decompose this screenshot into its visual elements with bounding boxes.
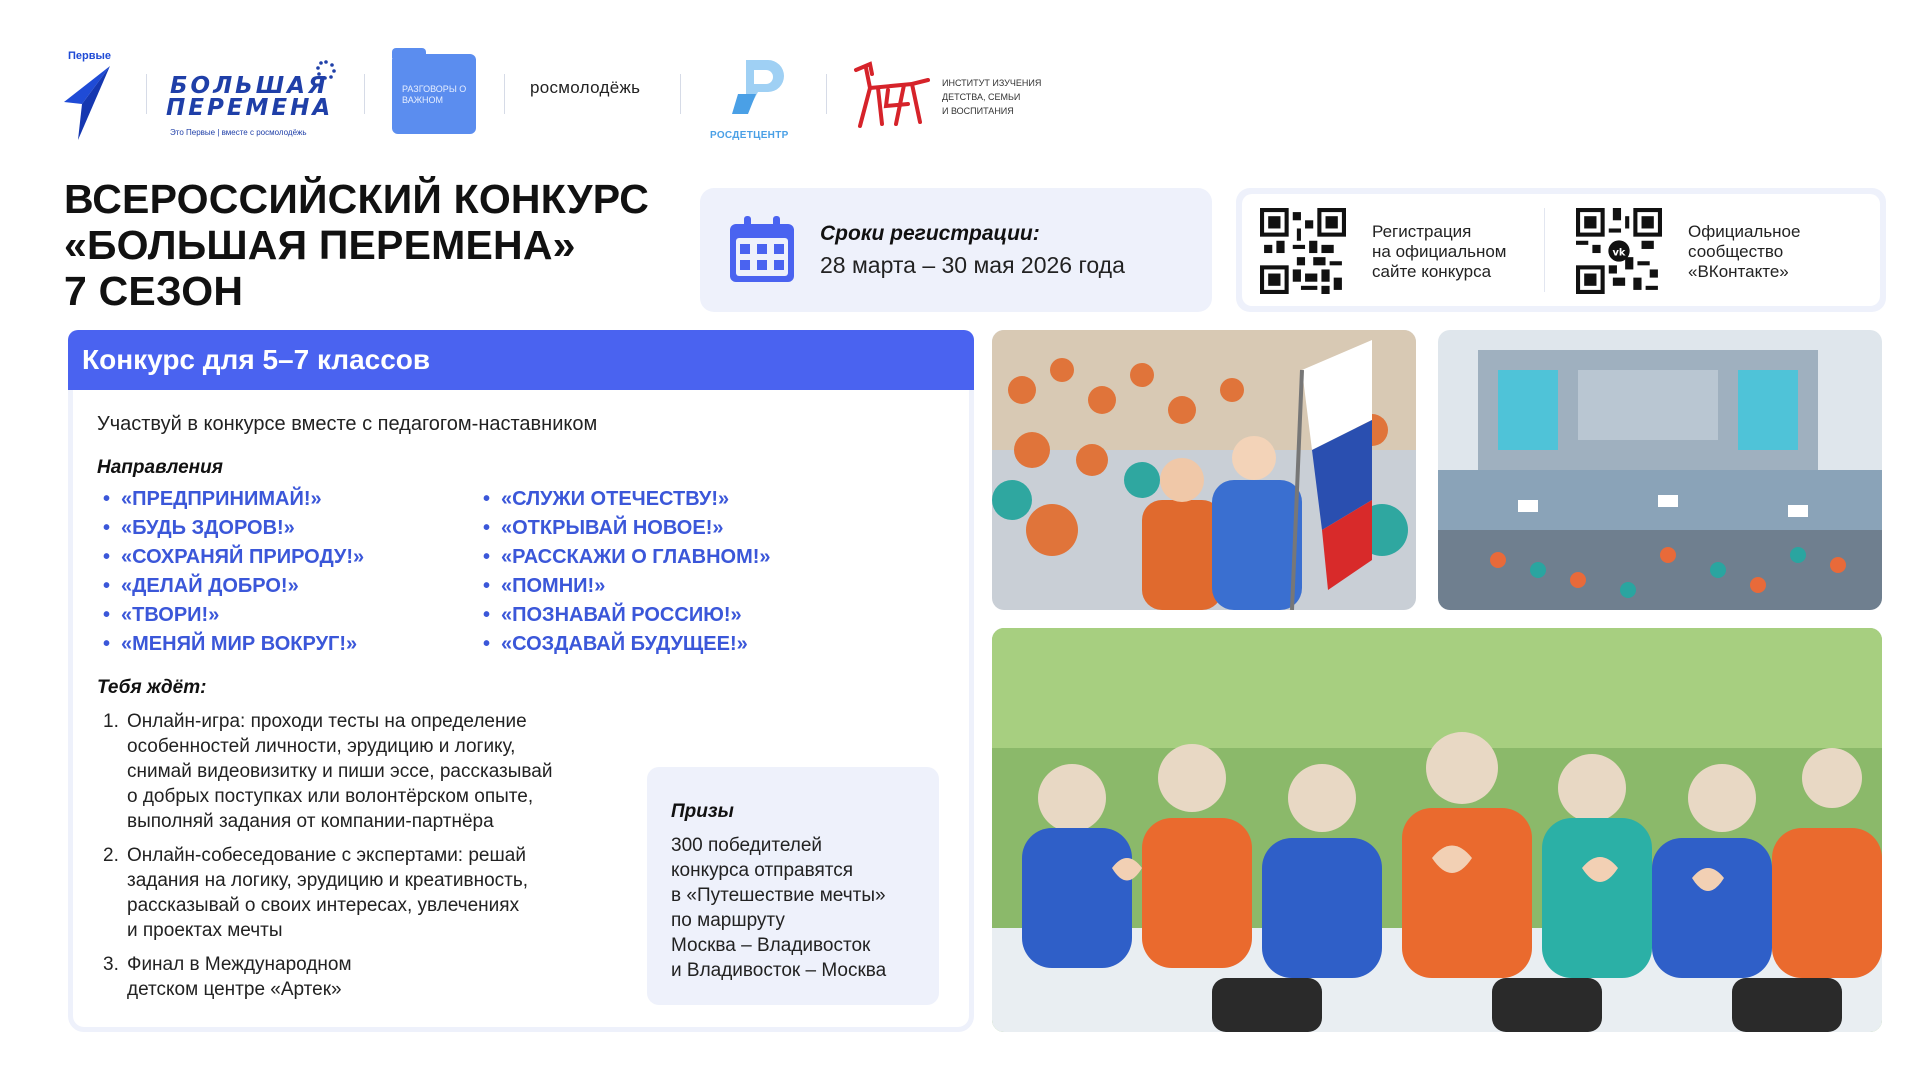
logo-divider bbox=[504, 74, 505, 114]
direction-item: • «РАССКАЖИ О ГЛАВНОМ!» bbox=[483, 543, 771, 572]
directions-list-left bbox=[103, 485, 364, 659]
rosdetcentr-logo bbox=[710, 54, 810, 144]
qr-site-text: Регистрация на официальном сайте конкурса bbox=[1372, 222, 1507, 281]
step-number: 3. bbox=[103, 954, 119, 975]
direction-item: • «МЕНЯЙ МИР ВОКРУГ!» bbox=[103, 630, 364, 659]
directions-list-right bbox=[483, 485, 771, 659]
direction-item: • «СОЗДАВАЙ БУДУЩЕЕ!» bbox=[483, 630, 771, 659]
rosdetcentr-text: РОСДЕТЦЕНТР bbox=[710, 130, 789, 141]
qr-code-site-icon[interactable] bbox=[1260, 208, 1346, 294]
partner-logos bbox=[62, 46, 1062, 146]
razgovory-text: РАЗГОВОРЫ О ВАЖНОМ bbox=[402, 84, 467, 105]
contest-card bbox=[68, 330, 974, 1032]
direction-item: • «ТВОРИ!» bbox=[103, 601, 364, 630]
step-text: Финал в Международном детском центре «Артек» bbox=[127, 954, 352, 1000]
title-line1: ВСЕРОССИЙСКИЙ КОНКУРС bbox=[64, 176, 650, 222]
direction-item: • «ДЕЛАЙ ДОБРО!» bbox=[103, 572, 364, 601]
step-text: Онлайн-собеседование с экспертами: решай задания на логику, эрудицию и креативность, рассказывай о своих интересах, увлечениях и проектах мечты bbox=[127, 845, 529, 941]
registration-box bbox=[700, 188, 1212, 312]
institute-text: ИНСТИТУТ ИЗУЧЕНИЯ ДЕТСТВА, СЕМЬИ И ВОСПИТАНИЯ bbox=[942, 78, 1042, 116]
step-number: 2. bbox=[103, 845, 119, 866]
prize-box bbox=[647, 767, 939, 1005]
directions-title: Направления bbox=[97, 457, 223, 478]
prize-text: 300 победителей конкурса отправятся в «Путешествие мечты» по маршруту Москва – Владивосток и Владивосток – Москва bbox=[671, 835, 887, 981]
pervye-logo bbox=[62, 50, 122, 142]
step-item bbox=[103, 709, 623, 834]
calendar-icon bbox=[726, 214, 798, 286]
pervye-caption: Первые bbox=[68, 50, 112, 62]
paper-plane-icon bbox=[62, 64, 114, 142]
step-item bbox=[103, 952, 623, 1002]
step-text: Онлайн-игра: проходи тесты на определение особенностей личности, эрудицию и логику, снимай видеовизитку и пиши эссе, рассказывай о добрых поступках или волонтёрском опыте, выполняй задания от компании-партнёра bbox=[127, 711, 553, 832]
logo-divider bbox=[680, 74, 681, 114]
card-header-title: Конкурс для 5–7 классов bbox=[82, 344, 431, 375]
qr-box bbox=[1236, 188, 1886, 312]
direction-item: • «СОХРАНЯЙ ПРИРОДУ!» bbox=[103, 543, 364, 572]
card-header bbox=[68, 330, 974, 390]
direction-item: • «ПОМНИ!» bbox=[483, 572, 771, 601]
bolshaya-peremena-logo bbox=[166, 54, 336, 140]
direction-item: • «ПРЕДПРИНИМАЙ!» bbox=[103, 485, 364, 514]
bp-logo-line1: БОЛЬШАЯ bbox=[170, 73, 329, 99]
svg-text:vk: vk bbox=[1612, 247, 1626, 259]
logo-divider bbox=[146, 74, 147, 114]
letter-r-icon bbox=[732, 54, 792, 126]
horse-toy-icon bbox=[848, 60, 932, 134]
registration-dates: 28 марта – 30 мая 2026 года bbox=[820, 252, 1125, 278]
title-line3: 7 СЕЗОН bbox=[64, 268, 244, 314]
direction-item: • «БУДЬ ЗДОРОВ!» bbox=[103, 514, 364, 543]
razgovory-logo bbox=[392, 54, 476, 134]
direction-item: • «ОТКРЫВАЙ НОВОЕ!» bbox=[483, 514, 771, 543]
bp-logo-sub: Это Первые | вместе с росмолодёжь bbox=[170, 128, 307, 137]
logo-divider bbox=[364, 74, 365, 114]
prize-title: Призы bbox=[671, 801, 734, 822]
registration-label: Сроки регистрации: bbox=[820, 222, 1040, 245]
qr-vk-text: Официальное сообщество «ВКонтакте» bbox=[1688, 222, 1801, 281]
photo-stage-concert bbox=[1438, 330, 1882, 610]
photo-crowd-flag bbox=[992, 330, 1416, 610]
logo-divider bbox=[826, 74, 827, 114]
step-number: 1. bbox=[103, 711, 119, 732]
direction-item: • «СЛУЖИ ОТЕЧЕСТВУ!» bbox=[483, 485, 771, 514]
institute-logo bbox=[846, 52, 1066, 142]
page-title bbox=[64, 176, 704, 314]
rosmolodezh-logo: росмолодёжь bbox=[530, 78, 641, 97]
direction-item: • «ПОЗНАВАЙ РОССИЮ!» bbox=[483, 601, 771, 630]
card-intro: Участвуй в конкурсе вместе с педагогом-наставником bbox=[97, 413, 598, 435]
waiting-title: Тебя ждёт: bbox=[97, 677, 207, 698]
step-item bbox=[103, 843, 623, 943]
bp-logo-line2: ПЕРЕМЕНА bbox=[166, 95, 334, 121]
photo-children-hearts bbox=[992, 628, 1882, 1032]
steps-list bbox=[103, 709, 623, 1011]
title-line2: «БОЛЬШАЯ ПЕРЕМЕНА» bbox=[64, 222, 576, 268]
qr-code-vk-icon[interactable] bbox=[1576, 208, 1662, 294]
